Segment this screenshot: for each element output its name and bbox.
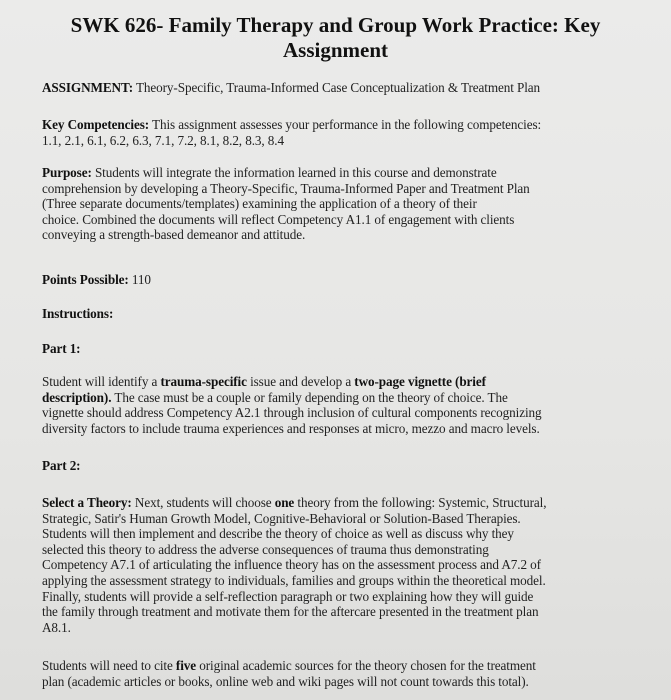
text: Students will then implement and describe the theory of choice as well as discuss why they [42,526,514,542]
bold-text: Points Possible: [42,272,129,287]
citation-requirements-paragraph [42,658,652,689]
bold-text: Select a Theory: [42,495,132,510]
text-line [42,212,652,228]
text: conveying a strength-based demeanor and attitude. [42,227,306,243]
text-line [42,674,652,690]
text-line [42,80,652,96]
bold-text: Instructions: [42,306,114,321]
text-line [42,495,652,511]
document-title [0,13,671,63]
text: This assignment assesses your performance in the following competencies: [149,117,542,132]
text: 110 [128,272,151,287]
text-line [42,573,652,589]
text: The case must be a couple or family depending on the theory of choice. The [111,389,508,405]
text-line [42,589,652,605]
bold-text: trauma-specific [160,374,247,389]
text-line [42,557,652,573]
title-line-2: Assignment [282,38,388,62]
title-line-1: SWK 626- Family Therapy and Group Work Practice: Key [70,13,601,37]
text: Competency A7.1 of articulating the influence theory has on the assessment process and A7.2 of [42,557,541,573]
text: plan (academic articles or books, online web and wiki pages will not count towards this total). [42,673,529,689]
text: Theory-Specific, Trauma-Informed Case Conceptualization & Treatment Plan [132,80,541,95]
text-line [42,620,652,636]
text: Finally, students will provide a self-reflection paragraph or two explaining how they will guide [42,588,534,604]
text: comprehension by developing a Theory-Specific, Trauma-Informed Paper and Treatment Plan [42,180,530,196]
text-line [42,117,652,133]
text-line [42,405,652,421]
text-line [42,196,652,212]
text: applying the assessment strategy to individuals, families and groups within the theoretical model. [42,572,546,588]
text-line [42,421,652,437]
text: (Three separate documents/templates) examining the application of a theory of their [42,196,477,212]
text: original academic sources for the theory chosen for the treatment [196,658,536,673]
text-line [42,133,652,149]
bold-text: description). [42,389,112,405]
instructions-heading [42,306,652,322]
text-line [42,604,652,620]
text: Student will identify a [42,374,161,389]
bold-text: ASSIGNMENT: [42,80,133,95]
text: A8.1. [42,619,71,635]
bold-text: five [175,658,197,673]
text: Next, students will choose [131,495,275,510]
text-line [42,306,652,322]
bold-text: two-page vignette (brief [354,374,486,389]
text-line [42,526,652,542]
text-line [42,341,652,357]
assignment-heading [42,80,652,96]
text: theory from the following: Systemic, Structural, [294,495,547,510]
part-2-paragraph [42,495,652,635]
text: Students will integrate the information learned in this course and demonstrate [91,165,497,180]
text: the family through treatment and motivate them for the aftercare presented in the treatment plan [42,604,539,620]
purpose-paragraph [42,165,652,243]
key-competencies-paragraph [42,117,652,148]
text: Strategic, Satir's Human Growth Model, Cognitive-Behavioral or Solution-Based Therapies. [42,510,521,526]
text-line [42,227,652,243]
text: diversity factors to include trauma experiences and responses at micro, mezzo and macro levels. [42,420,540,436]
bold-text: one [274,495,295,510]
points-possible [42,272,652,288]
text-line [42,542,652,558]
text-line [42,390,652,406]
text-line [42,181,652,197]
text-line [42,165,652,181]
text-line [42,374,652,390]
part-2-heading [42,458,652,474]
bold-text: Purpose: [42,165,92,180]
bold-text: Part 1: [42,341,81,356]
bold-text: Part 2: [42,458,81,473]
text-line [42,458,652,474]
bold-text: Key Competencies: [42,117,150,132]
text: vignette should address Competency A2.1 through inclusion of cultural components recognizing [42,405,542,421]
text-line [42,658,652,674]
text-line [42,511,652,527]
text: choice. Combined the documents will reflect Competency A1.1 of engagement with clients [42,211,515,227]
text: 1.1, 2.1, 6.1, 6.2, 6.3, 7.1, 7.2, 8.1, 8.2, 8.3, 8.4 [42,132,284,148]
text: issue and develop a [246,374,355,389]
text: Students will need to cite [42,658,176,673]
text: selected this theory to address the adverse consequences of trauma thus demonstrating [42,541,489,557]
text-line [42,272,652,288]
part-1-heading [42,341,652,357]
part-1-paragraph [42,374,652,436]
